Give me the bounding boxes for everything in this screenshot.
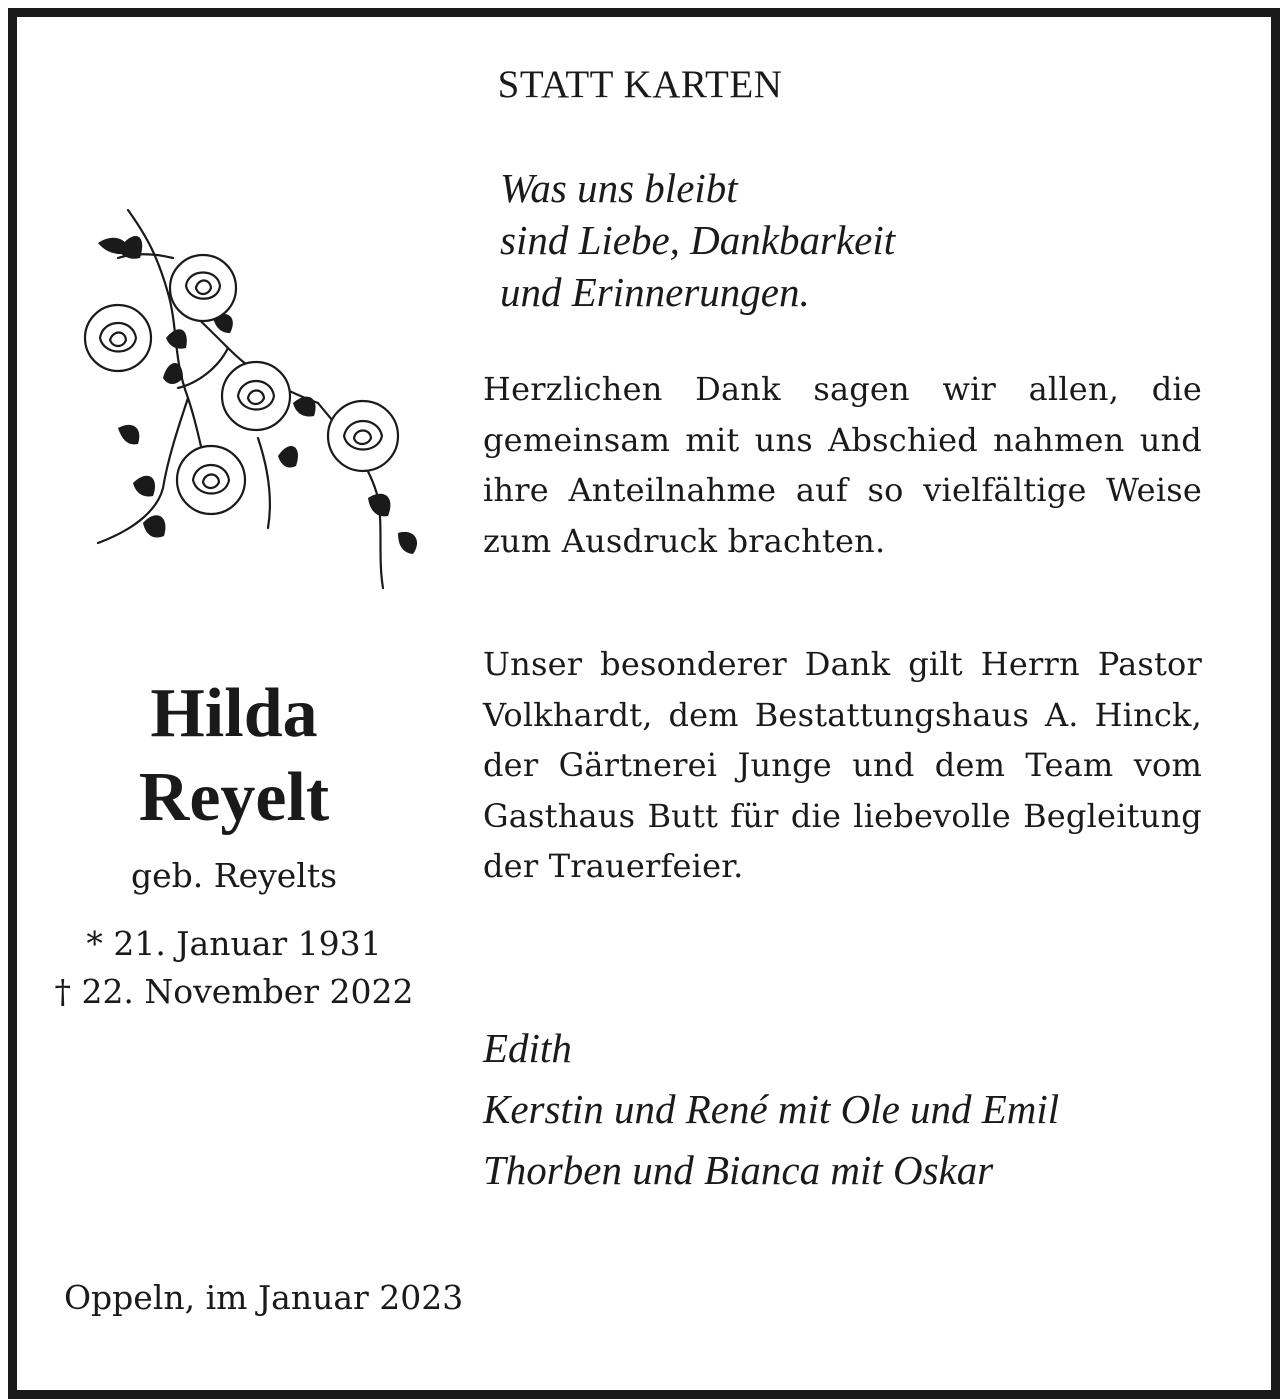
quote-line: sind Liebe, Dankbarkeit	[500, 217, 896, 263]
thanks-paragraph: Herzlichen Dank sagen wir allen, die gemeinsam mit uns Abschied nahmen und ihre Anteilnahme auf so vielfältige Weise zum Ausdruck brachten.	[483, 370, 1202, 560]
memorial-quote	[500, 162, 895, 318]
signer: Edith	[483, 1025, 572, 1071]
life-dates	[0, 920, 468, 1016]
signer: Kerstin und René mit Ole und Emil	[483, 1086, 1060, 1132]
notice-header: STATT KARTEN	[497, 63, 783, 106]
quote-line: und Erinnerungen.	[500, 269, 810, 315]
deceased-name	[0, 672, 468, 840]
roses-icon	[78, 198, 438, 598]
death-date: † 22. November 2022	[54, 972, 414, 1011]
signer: Thorben und Bianca mit Oskar	[483, 1147, 994, 1193]
first-name: Hilda	[150, 675, 318, 752]
signers	[483, 1022, 1059, 1205]
quote-line: Was uns bleibt	[500, 165, 738, 211]
place-date: Oppeln, im Januar 2023	[64, 1278, 464, 1317]
birth-name: geb. Reyelts	[130, 856, 338, 895]
last-name: Reyelt	[138, 759, 330, 836]
special-thanks-paragraph: Unser besonderer Dank gilt Herrn Pastor Volkhardt, dem Bestattungshaus A. Hinck, der Gärtnerei Junge und dem Team vom Gasthaus Butt für die liebevolle Begleitung der Trauerfeier.	[483, 645, 1202, 885]
birth-date: * 21. Januar 1931	[86, 924, 382, 963]
